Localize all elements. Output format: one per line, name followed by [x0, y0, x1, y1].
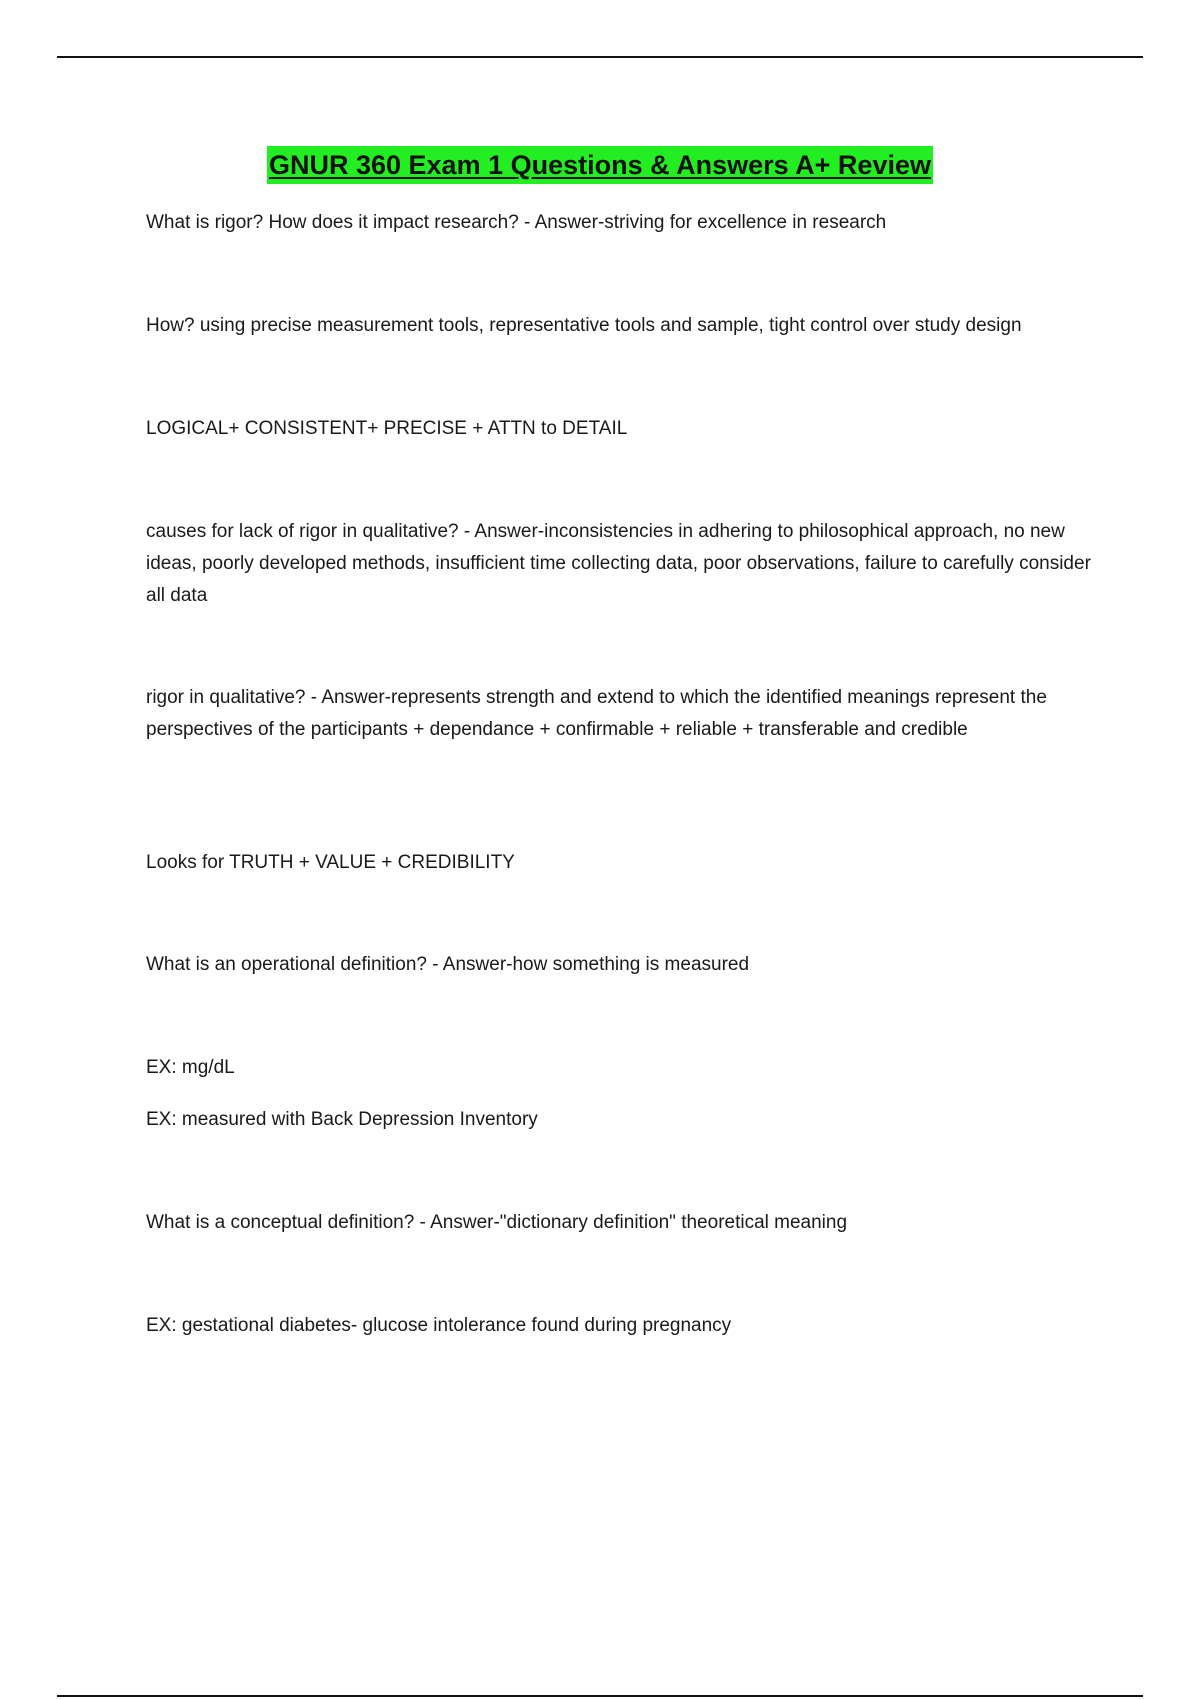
paragraph-example-inventory: EX: measured with Back Depression Inventory: [146, 1109, 538, 1130]
paragraph-example-mgdl: EX: mg/dL: [146, 1057, 235, 1078]
paragraph-conceptual-definition: What is a conceptual definition? - Answer-"dictionary definition" theoretical meaning: [146, 1212, 848, 1233]
paragraph-rigor-how: How? using precise measurement tools, representative tools and sample, tight control over study design: [146, 315, 1022, 336]
paragraph-operational-definition: What is an operational definition? - Answer-how something is measured: [146, 954, 750, 975]
paragraph-rigor-qualitative: rigor in qualitative? - Answer-represents strength and extend to which the identified meanings represent the perspectives of the participants + dependance + confirmable + reliable + transferable and credible: [146, 687, 1047, 740]
paragraph-lack-of-rigor: causes for lack of rigor in qualitative? - Answer-inconsistencies in adhering to philosophical approach, no new ideas, poorly developed methods, insufficient time collecting data, poor observations, failure to carefully consider all data: [146, 521, 1091, 606]
bottom-rule: [57, 1695, 1143, 1697]
paragraph-rigor-keywords: LOGICAL+ CONSISTENT+ PRECISE + ATTN to DETAIL: [146, 418, 628, 439]
top-rule: [57, 56, 1143, 58]
paragraph-example-diabetes: EX: gestational diabetes- glucose intolerance found during pregnancy: [146, 1315, 732, 1336]
title-container: [0, 146, 1200, 184]
paragraph-rigor-question: What is rigor? How does it impact research? - Answer-striving for excellence in research: [146, 212, 887, 233]
document-title: GNUR 360 Exam 1 Questions & Answers A+ Review: [267, 146, 933, 184]
paragraph-truth-value: Looks for TRUTH + VALUE + CREDIBILITY: [146, 852, 515, 873]
